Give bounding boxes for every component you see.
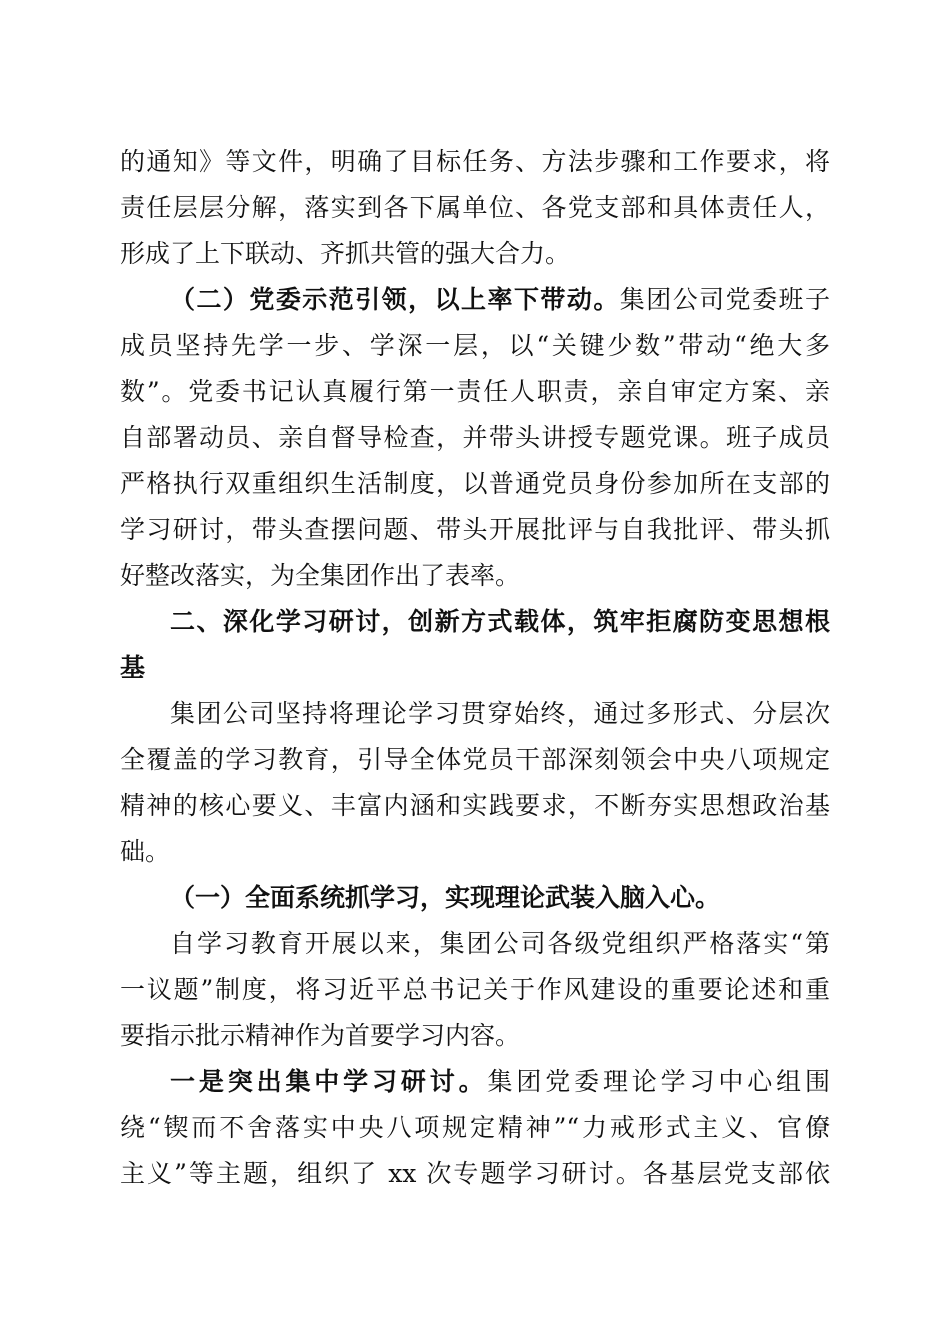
text-span: 全覆盖的学习教育，引导全体党员干部深刻领会中央八项规定 — [120, 745, 830, 774]
text-line — [120, 1151, 830, 1197]
text-line — [120, 783, 830, 829]
text-line — [120, 829, 830, 875]
text-line — [120, 185, 830, 231]
text-line — [120, 1105, 830, 1151]
text-span: 一议题”制度，将习近平总书记关于作风建设的重要论述和重 — [120, 975, 830, 1004]
text-span: 础。 — [120, 837, 171, 866]
text-span: 要指示批示精神作为首要学习内容。 — [120, 1021, 521, 1050]
text-span: 严格执行双重组织生活制度，以普通党员身份参加所在支部的 — [120, 469, 830, 498]
text-span: 学习研讨，带头查摆问题、带头开展批评与自我批评、带头抓 — [120, 515, 830, 544]
section-heading: 二、深化学习研讨，创新方式载体，筑牢拒腐防变思想根 — [170, 607, 830, 636]
text-span: 自部署动员、亲自督导检查，并带头讲授专题党课。班子成员 — [120, 423, 830, 452]
text-span: 自学习教育开展以来，集团公司各级党组织严格落实“第 — [170, 929, 830, 958]
section-heading-line — [170, 599, 830, 645]
text-span: 好整改落实，为全集团作出了表率。 — [120, 561, 521, 590]
text-span: 的通知》等文件，明确了目标任务、方法步骤和工作要求，将 — [120, 147, 830, 176]
subsection-line — [170, 277, 830, 323]
text-line — [120, 1013, 830, 1059]
point-heading: 一是突出集中学习研讨。 — [170, 1067, 488, 1096]
text-span: 成员坚持先学一步、学深一层，以“关键少数”带动“绝大多 — [120, 331, 830, 360]
text-line — [120, 231, 830, 277]
text-line — [120, 461, 830, 507]
subsection-line — [170, 875, 830, 921]
text-span: 精神的核心要义、丰富内涵和实践要求，不断夯实思想政治基 — [120, 791, 830, 820]
text-line — [120, 507, 830, 553]
text-line — [120, 323, 830, 369]
section-heading: 基 — [120, 653, 146, 682]
text-line — [120, 139, 830, 185]
text-span: 绕“锲而不舍落实中央八项规定精神”“力戒形式主义、官僚 — [120, 1113, 830, 1142]
text-span: 集团党委理论学习中心组围 — [487, 1067, 830, 1096]
text-line — [120, 415, 830, 461]
section-heading-line — [120, 645, 830, 691]
text-line — [170, 691, 830, 737]
text-span: 形成了上下联动、齐抓共管的强大合力。 — [120, 239, 571, 268]
text-span: 集团公司坚持将理论学习贯穿始终，通过多形式、分层次 — [170, 699, 830, 728]
text-line — [120, 553, 830, 599]
text-span: 责任层层分解，落实到各下属单位、各党支部和具体责任人， — [120, 193, 830, 222]
text-line — [120, 967, 830, 1013]
subsection-heading: （一）全面系统抓学习，实现理论武装入脑入心。 — [170, 883, 721, 912]
text-span: 数”。党委书记认真履行第一责任人职责，亲自审定方案、亲 — [120, 377, 830, 406]
text-line — [120, 369, 830, 415]
text-span: 集团公司党委班子 — [619, 285, 830, 314]
subsection-heading: （二）党委示范引领，以上率下带动。 — [170, 285, 620, 314]
text-span: 主义”等主题，组织了 xx 次专题学习研讨。各基层党支部依 — [120, 1159, 830, 1188]
text-line — [120, 737, 830, 783]
text-line — [170, 1059, 830, 1105]
text-line — [170, 921, 830, 967]
